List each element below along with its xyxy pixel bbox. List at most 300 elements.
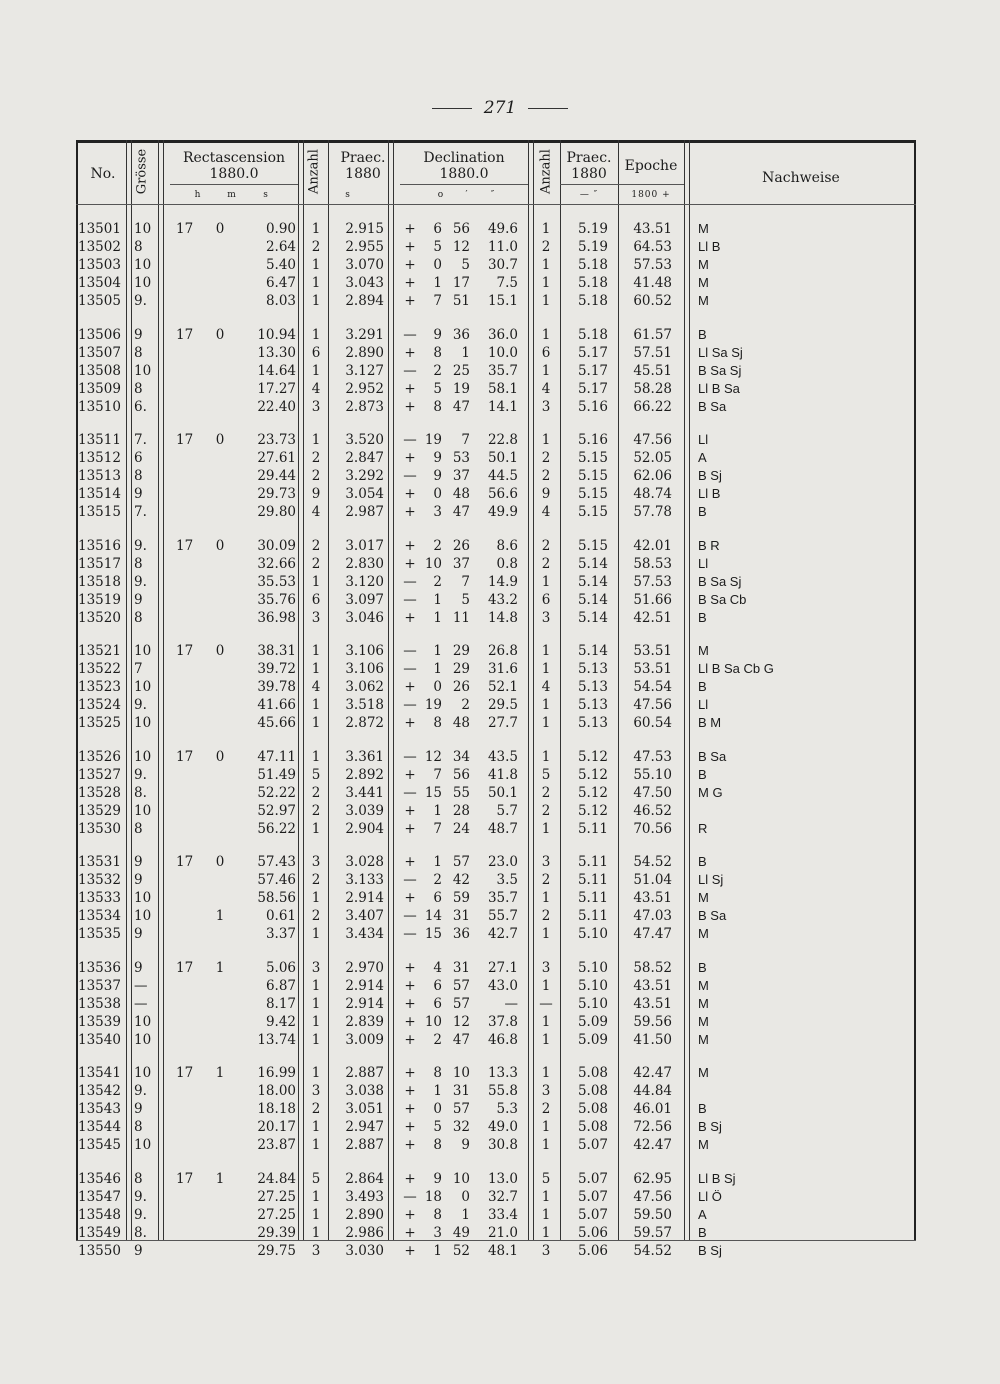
cell-s: 8.17: [265, 995, 296, 1012]
cell-deg: 6: [433, 995, 442, 1012]
cell-prd: 5.08: [577, 1101, 608, 1117]
cell-gr: 9: [134, 926, 143, 942]
cell-an1: 6: [311, 591, 321, 608]
cell-an1: 9: [311, 486, 321, 502]
cell-sec: 49.6: [487, 221, 518, 237]
cell-deg: 15: [424, 784, 442, 801]
cell-sec: 44.5: [487, 468, 518, 484]
cell-sec: 22.8: [487, 432, 518, 448]
header-bottom-line: [76, 204, 916, 205]
cell-gr: 10: [134, 643, 152, 659]
cell-no: 13524: [78, 697, 121, 713]
cell-nw: M: [698, 926, 709, 941]
cell-prd: 5.13: [577, 679, 608, 695]
cell-h: 17: [176, 326, 194, 343]
cell-an1: 2: [311, 537, 321, 554]
cell-pra: 2.887: [345, 1065, 384, 1081]
cell-sec: 42.7: [487, 926, 518, 942]
cell-min: 10: [452, 1170, 470, 1187]
cell-pra: 2.894: [345, 293, 384, 309]
cell-min: 28: [452, 802, 470, 819]
cell-s: 20.17: [257, 1119, 296, 1135]
cell-prd: 5.13: [577, 697, 608, 713]
cell-prd: 5.10: [577, 995, 608, 1012]
cell-prd: 5.13: [577, 715, 608, 731]
cell-prd: 5.17: [577, 362, 608, 379]
cell-gr: 10: [134, 275, 152, 291]
cell-min: 42: [452, 872, 470, 888]
cell-pra: 2.890: [345, 1206, 384, 1223]
cell-s: 52.97: [257, 802, 296, 819]
cell-an2: 2: [541, 239, 551, 255]
cell-no: 13526: [78, 748, 121, 765]
cell-ep: 52.05: [633, 450, 672, 466]
cell-an1: 1: [311, 1224, 321, 1241]
cell-an1: 1: [311, 293, 321, 309]
cell-an1: 2: [311, 1101, 321, 1117]
cell-gr: 9: [134, 1242, 143, 1259]
cell-pra: 2.955: [345, 239, 384, 255]
cell-an2: 3: [541, 1242, 551, 1259]
cell-sign: +: [404, 1242, 416, 1259]
cell-an1: 1: [311, 221, 321, 237]
cell-sec: 55.8: [487, 1083, 518, 1099]
cell-nw: B: [698, 766, 707, 782]
cell-an1: 3: [311, 398, 321, 415]
cell-gr: 8.: [134, 784, 147, 801]
cell-deg: 12: [424, 748, 442, 765]
rule-anzahl1: [328, 140, 329, 1240]
cell-an1: 1: [311, 1206, 321, 1223]
cell-no: 13540: [78, 1031, 121, 1048]
cell-deg: 1: [433, 591, 442, 608]
cell-gr: 10: [134, 1013, 152, 1030]
cell-nw: B M: [698, 715, 722, 730]
cell-an1: 5: [311, 766, 321, 783]
cell-an1: 3: [311, 854, 321, 870]
header-dec-sec: ″: [490, 190, 496, 200]
cell-sign: +: [404, 1119, 416, 1135]
cell-an1: 2: [311, 802, 321, 819]
cell-no: 13518: [78, 573, 121, 590]
cell-s: 9.42: [265, 1013, 296, 1030]
cell-sec: 13.3: [487, 1065, 518, 1081]
cell-m: 0: [215, 854, 225, 870]
cell-an2: 2: [541, 802, 551, 819]
cell-s: 23.73: [257, 432, 296, 448]
cell-an2: 1: [541, 1188, 551, 1205]
cell-gr: 10: [134, 1031, 152, 1048]
cell-gr: 9: [134, 1101, 143, 1117]
cell-prd: 5.17: [577, 344, 608, 361]
cell-no: 13516: [78, 537, 121, 554]
cell-no: 13504: [78, 275, 121, 291]
cell-prd: 5.09: [577, 1013, 608, 1030]
cell-sign: +: [404, 766, 416, 783]
cell-s: 27.61: [257, 450, 296, 466]
cell-s: 13.74: [257, 1031, 296, 1048]
cell-h: 17: [176, 537, 194, 554]
cell-no: 13525: [78, 715, 121, 731]
cell-gr: 10: [134, 679, 152, 695]
cell-an1: 1: [311, 257, 321, 273]
cell-an2: 3: [541, 959, 551, 976]
cell-s: 10.94: [257, 326, 296, 343]
cell-an1: 1: [311, 715, 321, 731]
cell-m: 1: [215, 1065, 225, 1081]
cell-min: 48: [452, 715, 470, 731]
header-praec-ra-year: 1880: [345, 166, 381, 182]
cell-no: 13537: [78, 977, 121, 994]
cell-min: 26: [452, 679, 470, 695]
cell-nw: Ll B Sj: [698, 1170, 736, 1186]
cell-gr: 10: [134, 715, 152, 731]
cell-gr: 9.: [134, 1083, 147, 1099]
cell-min: 24: [452, 820, 470, 837]
header-ra-epoch: 1880.0: [209, 166, 259, 182]
cell-nw: M: [698, 1137, 709, 1152]
cell-min: 10: [452, 1065, 470, 1081]
cell-sec: 32.7: [487, 1188, 518, 1205]
cell-nw: Ll Sa Sj: [698, 344, 743, 360]
cell-ep: 42.51: [633, 609, 672, 626]
cell-sign: —: [403, 748, 417, 765]
cell-ep: 46.01: [633, 1101, 672, 1117]
cell-sec: 8.6: [496, 537, 518, 554]
cell-s: 0.61: [265, 908, 296, 924]
cell-sec: 26.8: [487, 643, 518, 659]
cell-an1: 1: [311, 1031, 321, 1048]
cell-no: 13521: [78, 643, 121, 659]
cell-ep: 45.51: [633, 362, 672, 379]
cell-prd: 5.13: [577, 661, 608, 677]
cell-sign: +: [404, 1206, 416, 1223]
cell-deg: 8: [433, 1065, 442, 1081]
cell-no: 13533: [78, 890, 121, 906]
cell-min: 57: [452, 977, 470, 994]
cell-deg: 0: [433, 679, 442, 695]
cell-deg: 7: [433, 293, 442, 309]
cell-min: 51: [452, 293, 470, 309]
cell-sec: 55.7: [487, 908, 518, 924]
cell-min: 26: [452, 537, 470, 554]
cell-gr: 8: [134, 820, 143, 837]
cell-gr: 10: [134, 221, 152, 237]
cell-sec: 58.1: [487, 380, 518, 397]
cell-pra: 3.046: [345, 609, 384, 626]
cell-no: 13531: [78, 854, 121, 870]
cell-nw: M G: [698, 784, 723, 800]
cell-ep: 47.56: [633, 1188, 672, 1205]
cell-h: 17: [176, 748, 194, 765]
cell-sign: —: [403, 573, 417, 590]
cell-deg: 8: [433, 1137, 442, 1153]
cell-m: 0: [215, 326, 225, 343]
cell-prd: 5.18: [577, 275, 608, 291]
cell-no: 13539: [78, 1013, 121, 1030]
cell-nw: M: [698, 977, 709, 993]
cell-sign: +: [404, 1013, 416, 1030]
cell-ep: 54.52: [633, 854, 672, 870]
cell-ep: 60.54: [633, 715, 672, 731]
cell-an1: 1: [311, 362, 321, 379]
cell-s: 39.72: [257, 661, 296, 677]
cell-pra: 3.051: [345, 1101, 384, 1117]
header-no: No.: [90, 166, 116, 182]
cell-ep: 61.57: [633, 326, 672, 343]
cell-h: 17: [176, 1065, 194, 1081]
cell-s: 22.40: [257, 398, 296, 415]
cell-prd: 5.08: [577, 1119, 608, 1135]
cell-s: 35.53: [257, 573, 296, 590]
header-anzahl1: Anzahl: [306, 149, 322, 194]
cell-sec: 41.8: [487, 766, 518, 783]
cell-s: 23.87: [257, 1137, 296, 1153]
cell-an1: 2: [311, 555, 321, 572]
cell-prd: 5.07: [577, 1188, 608, 1205]
cell-an1: 2: [311, 908, 321, 924]
cell-gr: 7.: [134, 504, 147, 520]
cell-sec: 21.0: [487, 1224, 518, 1241]
cell-min: 12: [452, 239, 470, 255]
cell-nw: B Sa Cb: [698, 591, 747, 607]
cell-nw: B: [698, 959, 707, 975]
cell-an1: 4: [311, 679, 321, 695]
cell-sec: 3.5: [496, 872, 518, 888]
cell-no: 13510: [78, 398, 121, 415]
cell-ep: 53.51: [633, 661, 672, 677]
cell-an2: 1: [541, 748, 551, 765]
cell-gr: 8: [134, 1170, 143, 1187]
cell-min: 0: [461, 1188, 470, 1205]
cell-ep: 47.47: [633, 926, 672, 942]
cell-prd: 5.11: [577, 854, 608, 870]
cell-an1: 1: [311, 748, 321, 765]
cell-nw: M: [698, 221, 709, 236]
cell-s: 52.22: [257, 784, 296, 801]
cell-pra: 2.914: [345, 977, 384, 994]
cell-ep: 44.84: [633, 1083, 672, 1099]
cell-gr: 10: [134, 1137, 152, 1153]
header-dec-epoch: 1880.0: [439, 166, 489, 182]
rule-anzahl2: [560, 140, 561, 1240]
cell-pra: 3.133: [345, 872, 384, 888]
cell-pra: 2.890: [345, 344, 384, 361]
cell-pra: 3.043: [345, 275, 384, 291]
cell-no: 13520: [78, 609, 121, 626]
cell-sign: +: [404, 959, 416, 976]
cell-sign: —: [403, 784, 417, 801]
cell-sec: 13.0: [487, 1170, 518, 1187]
cell-prd: 5.12: [577, 766, 608, 783]
cell-an1: 4: [311, 380, 321, 397]
cell-ep: 62.06: [633, 468, 672, 484]
cell-sec: 50.1: [487, 450, 518, 466]
cell-sign: +: [404, 977, 416, 994]
cell-s: 29.75: [257, 1242, 296, 1259]
cell-s: 57.46: [257, 872, 296, 888]
cell-prd: 5.18: [577, 326, 608, 343]
cell-sign: —: [403, 362, 417, 379]
cell-s: 0.90: [265, 221, 296, 237]
cell-an1: 2: [311, 450, 321, 466]
cell-sign: —: [403, 643, 417, 659]
cell-gr: 6.: [134, 398, 147, 415]
cell-min: 17: [452, 275, 470, 291]
cell-prd: 5.15: [577, 450, 608, 466]
cell-no: 13538: [78, 995, 121, 1012]
cell-an1: 1: [311, 995, 321, 1012]
cell-h: 17: [176, 221, 194, 237]
cell-an2: 5: [541, 766, 551, 783]
cell-no: 13536: [78, 959, 121, 976]
cell-min: 1: [461, 344, 470, 361]
cell-sec: 43.5: [487, 748, 518, 765]
cell-an2: 1: [541, 926, 551, 942]
cell-ep: 42.01: [633, 537, 672, 554]
cell-no: 13546: [78, 1170, 121, 1187]
cell-deg: 1: [433, 643, 442, 659]
cell-min: 57: [452, 995, 470, 1012]
cell-an2: 1: [541, 326, 551, 343]
cell-sec: 49.9: [487, 504, 518, 520]
cell-no: 13502: [78, 239, 121, 255]
cell-pra: 3.062: [345, 679, 384, 695]
cell-ep: 59.57: [633, 1224, 672, 1241]
cell-an1: 1: [311, 820, 321, 837]
cell-ep: 54.52: [633, 1242, 672, 1259]
cell-sign: —: [403, 926, 417, 942]
cell-sign: —: [403, 468, 417, 484]
cell-gr: 7.: [134, 432, 147, 448]
cell-nw: M: [698, 890, 709, 905]
cell-nw: M: [698, 1065, 709, 1080]
cell-an2: 2: [541, 908, 551, 924]
cell-an1: 6: [311, 344, 321, 361]
cell-sign: +: [404, 1137, 416, 1153]
cell-min: 25: [452, 362, 470, 379]
cell-s: 29.39: [257, 1224, 296, 1241]
cell-an2: 1: [541, 275, 551, 291]
cell-nw: M: [698, 1013, 709, 1029]
cell-min: 31: [452, 959, 470, 976]
header-ra-title: Rectascension: [182, 150, 286, 166]
cell-s: 24.84: [257, 1170, 296, 1187]
cell-gr: 9: [134, 959, 143, 976]
cell-pra: 3.520: [345, 432, 384, 448]
cell-prd: 5.08: [577, 1065, 608, 1081]
cell-s: 18.18: [257, 1101, 296, 1117]
cell-sec: 0.8: [496, 555, 518, 572]
cell-no: 13507: [78, 344, 121, 361]
cell-ep: 57.78: [633, 504, 672, 520]
cell-no: 13509: [78, 380, 121, 397]
cell-nw: B Sa Sj: [698, 362, 742, 378]
cell-pra: 3.127: [345, 362, 384, 379]
cell-min: 36: [452, 926, 470, 942]
cell-sign: +: [404, 504, 416, 520]
cell-min: 48: [452, 486, 470, 502]
cell-no: 13501: [78, 221, 121, 237]
cell-gr: 10: [134, 1065, 152, 1081]
cell-min: 37: [452, 555, 470, 572]
cell-pra: 3.028: [345, 854, 384, 870]
cell-an2: 4: [541, 679, 551, 695]
cell-an1: 1: [311, 890, 321, 906]
cell-an1: 1: [311, 1119, 321, 1135]
cell-no: 13512: [78, 450, 121, 466]
cell-ep: 47.53: [633, 748, 672, 765]
cell-sign: +: [404, 537, 416, 554]
cell-ep: 46.52: [633, 802, 672, 819]
cell-deg: 19: [424, 697, 442, 713]
cell-s: 27.25: [257, 1206, 296, 1223]
cell-pra: 3.097: [345, 591, 384, 608]
cell-deg: 4: [433, 959, 442, 976]
cell-an1: 2: [311, 468, 321, 484]
cell-an2: 1: [541, 1137, 551, 1153]
cell-gr: 8: [134, 468, 143, 484]
cell-s: 5.40: [265, 257, 296, 273]
rule-dec: [528, 140, 534, 1240]
cell-nw: Ll Ö: [698, 1188, 722, 1204]
cell-gr: 9: [134, 854, 143, 870]
cell-prd: 5.11: [577, 820, 608, 837]
cell-m: 0: [215, 643, 225, 659]
cell-an2: 1: [541, 1031, 551, 1048]
cell-sec: 7.5: [496, 275, 518, 291]
cell-nw: Ll B Sa Cb G: [698, 661, 774, 676]
cell-no: 13523: [78, 679, 121, 695]
cell-an2: 1: [541, 820, 551, 837]
cell-pra: 3.039: [345, 802, 384, 819]
cell-deg: 5: [433, 1119, 442, 1135]
cell-an2: 1: [541, 293, 551, 309]
cell-ep: 58.52: [633, 959, 672, 976]
cell-min: 7: [461, 432, 470, 448]
cell-nw: B: [698, 326, 707, 342]
cell-an1: 1: [311, 977, 321, 994]
cell-an2: 1: [541, 697, 551, 713]
rule-epoche: [684, 140, 690, 1240]
cell-no: 13544: [78, 1119, 121, 1135]
cell-sign: +: [404, 555, 416, 572]
cell-sec: 5.3: [496, 1101, 518, 1117]
cell-no: 13514: [78, 486, 121, 502]
cell-nw: M: [698, 275, 709, 290]
cell-prd: 5.11: [577, 890, 608, 906]
cell-sign: +: [404, 257, 416, 273]
cell-nw: B: [698, 1224, 707, 1240]
cell-s: 5.06: [265, 959, 296, 976]
cell-pra: 2.892: [345, 766, 384, 783]
cell-an2: 1: [541, 362, 551, 379]
cell-no: 13505: [78, 293, 121, 309]
cell-an2: 1: [541, 715, 551, 731]
cell-an1: 1: [311, 697, 321, 713]
cell-an2: 4: [541, 380, 551, 397]
cell-min: 53: [452, 450, 470, 466]
cell-no: 13527: [78, 766, 121, 783]
cell-ep: 55.10: [633, 766, 672, 783]
cell-no: 13506: [78, 326, 121, 343]
cell-deg: 1: [433, 802, 442, 819]
cell-ep: 43.51: [633, 995, 672, 1012]
cell-s: 47.11: [257, 748, 296, 765]
cell-sign: —: [403, 591, 417, 608]
cell-gr: 8: [134, 380, 143, 397]
cell-ep: 47.50: [633, 784, 672, 801]
